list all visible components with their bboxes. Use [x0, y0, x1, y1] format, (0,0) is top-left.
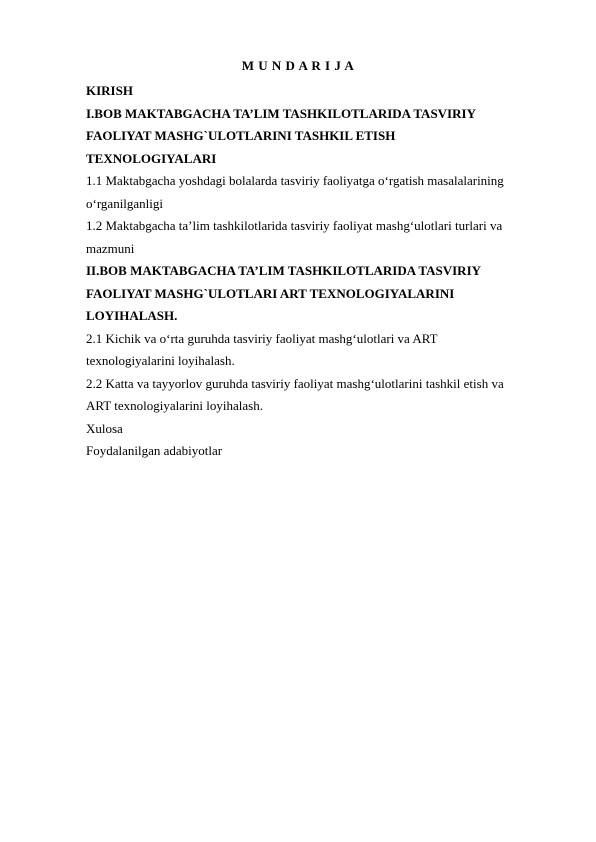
toc-line: II.BOB MAKTABGACHA TA’LIM TASHKILOTLARIDA TASVIRIY [86, 263, 482, 278]
toc-line: mazmuni [86, 240, 135, 256]
toc-line: LOYIHALASH. [86, 308, 178, 323]
toc-line: I.BOB MAKTABGACHA TA’LIM TASHKILOTLARIDA TASVIRIY [86, 105, 476, 121]
toc-line: 1.2 Maktabgacha ta’lim tashkilotlarida tasviriy faoliyat mashg‘ulotlari turlari va [86, 218, 503, 233]
toc-line: Xulosa [86, 420, 123, 436]
toc-line: o‘rganilganligi [86, 195, 164, 211]
toc-line: 2.2 Katta va tayyorlov guruhda tasviriy faoliyat mashg‘ulotlarini tashkil etish va [86, 375, 504, 391]
toc-line: KIRISH [86, 83, 133, 98]
toc-line: 2.1 Kichik va o‘rta guruhda tasviriy faoliyat mashg‘ulotlari va ART [86, 330, 438, 346]
contents-title: M U N D A R I J A [241, 58, 355, 73]
toc-line: FAOLIYAT MASHG`ULOTLARINI TASHKIL ETISH [86, 128, 396, 143]
toc-line: texnologiyalarini loyihalash. [86, 353, 235, 368]
toc-line: FAOLIYAT MASHG`ULOTLARI ART TEXNOLOGIYALARINI [86, 285, 455, 301]
toc-line: TEXNOLOGIYALARI [86, 150, 217, 166]
toc-line: Foydalanilgan adabiyotlar [86, 443, 223, 458]
toc-line: 1.1 Maktabgacha yoshdagi bolalarda tasviriy faoliyatga o‘rgatish masalalarining [86, 173, 504, 188]
toc-line: ART texnologiyalarini loyihalash. [86, 398, 263, 413]
table-of-contents [86, 80, 526, 463]
